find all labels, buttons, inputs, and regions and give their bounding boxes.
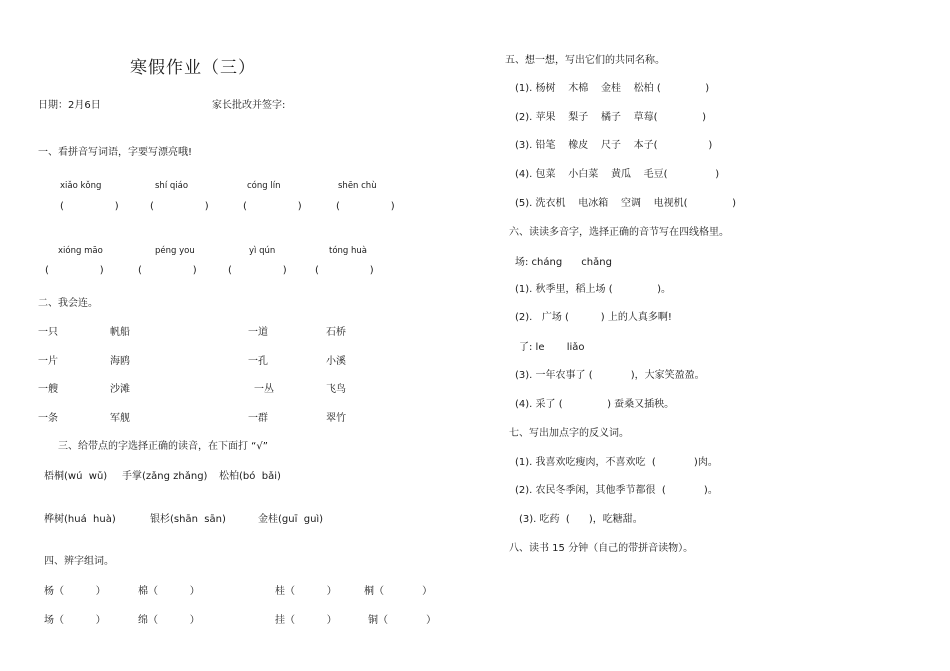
pinyin-choice[interactable]: 梧桐(wú wǔ)	[44, 471, 108, 482]
section5-heading: 五、想一想，写出它们的共同名称。	[505, 55, 665, 66]
noun: 翠竹	[326, 413, 346, 424]
measure-word: 一道	[248, 327, 268, 338]
word-group[interactable]: 绵（ ）	[138, 615, 200, 626]
list-item[interactable]: (2). 广场 ( ) 上的人真多啊!	[515, 312, 672, 323]
noun: 军舰	[110, 413, 130, 424]
list-item[interactable]: (3). 铅笔 橡皮 尺子 本子( )	[515, 140, 713, 151]
list-item[interactable]: (3). 一年农事了 ( )，大家笑盈盈。	[515, 370, 705, 381]
measure-word: 一艘	[38, 384, 58, 395]
section3-heading: 三、给带点的字选择正确的读音，在下面打 “√”	[58, 441, 268, 452]
measure-word: 一群	[248, 413, 268, 424]
measure-word: 一条	[38, 413, 58, 424]
measure-word: 一只	[38, 327, 58, 338]
section8-heading: 八、读书 15 分钟（自己的带拼音读物）。	[509, 543, 694, 554]
pinyin: xiǎo kǒng	[60, 181, 102, 191]
word-group[interactable]: 铜（ ）	[368, 615, 437, 626]
pinyin: shēn chù	[338, 181, 377, 191]
answer-paren[interactable]: ( )	[336, 201, 395, 212]
list-item[interactable]: (3). 吃药 ( )，吃糖甜。	[519, 514, 643, 525]
word-group[interactable]: 场（ ）	[44, 615, 106, 626]
answer-paren[interactable]: ( )	[150, 201, 209, 212]
word-group[interactable]: 杨（ ）	[44, 586, 106, 597]
pinyin: cóng lín	[247, 181, 281, 191]
pinyin-choice[interactable]: 桦树(huá huà)	[44, 514, 116, 525]
pinyin: tóng huà	[329, 246, 368, 256]
list-item[interactable]: (4). 包菜 小白菜 黄瓜 毛豆( )	[515, 169, 720, 180]
answer-paren[interactable]: ( )	[243, 201, 302, 212]
list-item[interactable]: (4). 采了 ( ) 蚕桑又插秧。	[515, 399, 675, 410]
pinyin: yì qún	[249, 246, 276, 256]
list-item[interactable]: (1). 我喜欢吃瘦肉，不喜欢吃 ( )肉。	[515, 457, 718, 468]
page-title: 寒假作业（三）	[130, 58, 256, 78]
word-group[interactable]: 桐（ ）	[364, 586, 433, 597]
section4-heading: 四、辨字组词。	[44, 556, 114, 567]
measure-word: 一丛	[254, 384, 274, 395]
answer-paren[interactable]: ( )	[315, 265, 374, 276]
section2-heading: 二、我会连。	[38, 298, 98, 309]
word-group[interactable]: 棉（ ）	[138, 586, 200, 597]
noun: 石桥	[326, 327, 346, 338]
noun: 帆船	[110, 327, 130, 338]
section7-heading: 七、写出加点字的反义词。	[509, 428, 629, 439]
noun: 飞鸟	[326, 384, 346, 395]
answer-paren[interactable]: ( )	[228, 265, 287, 276]
list-item[interactable]: (1). 秋季里，稻上场 ( )。	[515, 284, 672, 295]
noun: 海鸥	[110, 356, 130, 367]
noun: 沙滩	[110, 384, 130, 395]
pinyin: shí qiáo	[155, 181, 189, 191]
list-item[interactable]: (2). 农民冬季闲，其他季节都很 ( )。	[515, 485, 718, 496]
pinyin-choice[interactable]: 银杉(shān sān)	[150, 514, 226, 525]
noun: 小溪	[326, 356, 346, 367]
section6-heading: 六、读读多音字，选择正确的音节写在四线格里。	[509, 227, 729, 238]
list-item[interactable]: (2). 苹果 梨子 橘子 草莓( )	[515, 112, 706, 123]
word-group[interactable]: 桂（ ）	[275, 586, 337, 597]
measure-word: 一孔	[248, 356, 268, 367]
list-item[interactable]: (5). 洗衣机 电冰箱 空调 电视机( )	[515, 198, 736, 209]
polyphone-line: 了: le liǎo	[519, 342, 585, 353]
measure-word: 一片	[38, 356, 58, 367]
pinyin-choice[interactable]: 金桂(guī guì)	[258, 514, 324, 525]
polyphone-line: 场: cháng chǎng	[515, 257, 612, 268]
pinyin-choice[interactable]: 手掌(zǎng zhǎng)	[122, 471, 208, 482]
answer-paren[interactable]: ( )	[60, 201, 119, 212]
section1-heading: 一、看拼音写词语，字要写漂亮哦!	[38, 147, 193, 158]
answer-paren[interactable]: ( )	[138, 265, 197, 276]
pinyin: xióng māo	[58, 246, 103, 256]
pinyin-choice[interactable]: 松柏(bó bǎi)	[219, 471, 281, 482]
word-group[interactable]: 挂（ ）	[275, 615, 337, 626]
date-label: 日期：2月6日	[38, 100, 101, 111]
list-item[interactable]: (1). 杨树 木棉 金桂 松柏 ( )	[515, 83, 710, 94]
parent-sign-label: 家长批改并签字:	[212, 100, 286, 111]
pinyin: péng you	[155, 246, 195, 256]
answer-paren[interactable]: ( )	[45, 265, 104, 276]
